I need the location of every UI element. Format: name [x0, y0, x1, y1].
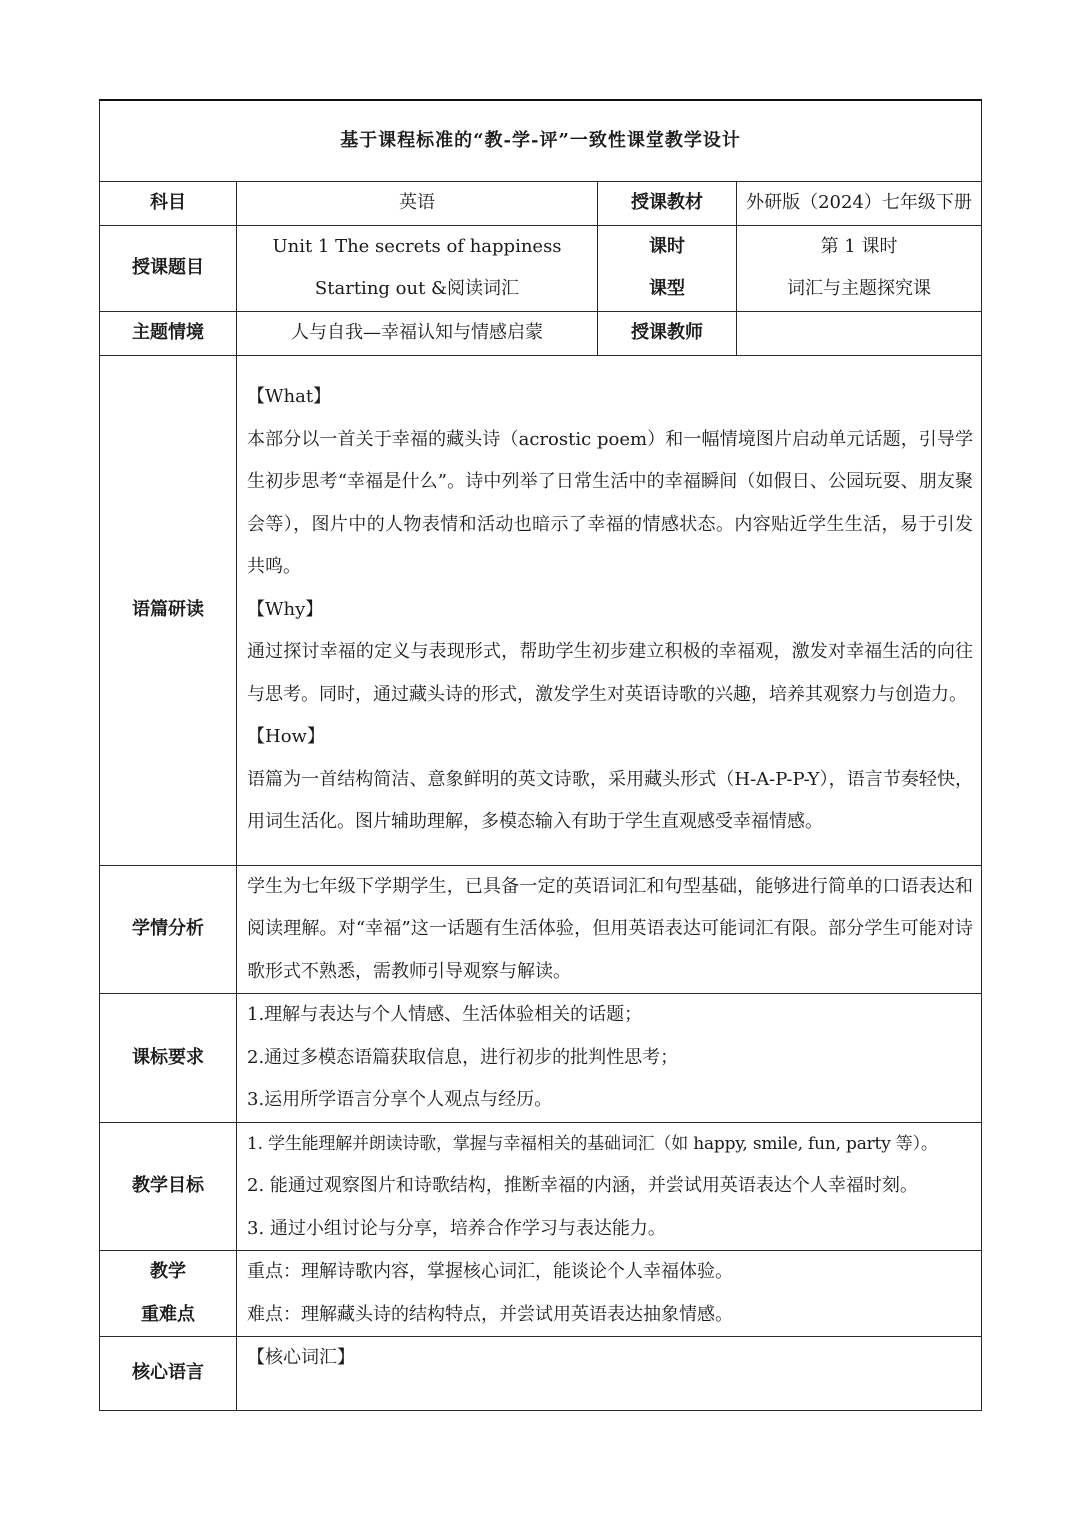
period-type-labels [598, 225, 737, 311]
learner-analysis-label: 学情分析 [100, 865, 237, 994]
material-value: 外研版（2024）七年级下册 [737, 182, 982, 226]
objective-item: 3. 通过小组讨论与分享，培养合作学习与表达能力。 [247, 1217, 666, 1239]
title-row [100, 100, 982, 182]
period-label: 课时 [649, 235, 685, 257]
core-vocab-heading: 【核心词汇】 [247, 1347, 355, 1368]
objectives-label: 教学目标 [100, 1122, 237, 1251]
key-points-row [100, 1251, 982, 1337]
how-heading: 【How】 [247, 726, 325, 748]
teacher-value [737, 311, 982, 355]
what-paragraph: 本部分以一首关于幸福的藏头诗（acrostic poem）和一幅情境图片启动单元话题，引导学生初步思考“幸福是什么”。诗中列举了日常生活中的幸福瞬间（如假日、公园玩耍、朋友聚会等），图片中的人物表情和活动也暗示了幸福的情感状态。内容贴近学生生活，易于引发共鸣。 [247, 428, 974, 578]
core-language-label: 核心语言 [100, 1337, 237, 1411]
text-study-label: 语篇研读 [100, 355, 237, 865]
subject-label: 科目 [100, 182, 237, 226]
core-language-content [237, 1337, 982, 1411]
objective-item: 1. 学生能理解并朗读诗歌，掌握与幸福相关的基础词汇（如 happy, smile, fun, party 等）。 [247, 1133, 938, 1154]
key-points-label-line1: 教学 [150, 1261, 186, 1282]
core-language-row [100, 1337, 982, 1411]
topic-value [237, 225, 598, 311]
subject-value: 英语 [237, 182, 598, 226]
topic-label: 授课题目 [100, 225, 237, 311]
why-heading: 【Why】 [247, 598, 324, 620]
text-study-row [100, 355, 982, 865]
standards-item: 2.通过多模态语篇获取信息，进行初步的批判性思考； [247, 1046, 679, 1068]
subject-row [100, 182, 982, 226]
topic-value-line2: Starting out &阅读词汇 [314, 278, 520, 299]
teacher-label: 授课教师 [598, 311, 737, 355]
standards-item: 3.运用所学语言分享个人观点与经历。 [247, 1089, 553, 1110]
type-value: 词汇与主题探究课 [787, 278, 932, 299]
type-label: 课型 [649, 278, 685, 299]
key-focus: 重点：理解诗歌内容，掌握核心词汇，能谈论个人幸福体验。 [247, 1261, 733, 1282]
why-paragraph: 通过探讨幸福的定义与表现形式，帮助学生初步建立积极的幸福观，激发对幸福生活的向往与思考。同时，通过藏头诗的形式，激发学生对英语诗歌的兴趣，培养其观察力与创造力。 [247, 641, 974, 705]
text-study-content [237, 355, 982, 865]
key-difficulty: 难点：理解藏头诗的结构特点，并尝试用英语表达抽象情感。 [247, 1303, 733, 1325]
topic-row [100, 225, 982, 311]
material-label: 授课教材 [598, 182, 737, 226]
what-heading: 【What】 [247, 386, 332, 408]
lesson-design-table [99, 99, 982, 1411]
document-title: 基于课程标准的“教-学-评”一致性课堂教学设计 [100, 100, 982, 182]
key-points-content [237, 1251, 982, 1337]
topic-value-line1: Unit 1 The secrets of happiness [272, 235, 562, 257]
learner-analysis-paragraph: 学生为七年级下学期学生，已具备一定的英语词汇和句型基础，能够进行简单的口语表达和阅读理解。对“幸福”这一话题有生活体验，但用英语表达可能词汇有限。部分学生可能对诗歌形式不熟悉，需教师引导观察与解读。 [247, 875, 974, 982]
learner-analysis-content [237, 865, 982, 994]
key-points-label [100, 1251, 237, 1337]
learner-analysis-row [100, 865, 982, 994]
key-points-label-line2: 重难点 [141, 1303, 195, 1325]
standards-label: 课标要求 [100, 994, 237, 1123]
period-type-values [737, 225, 982, 311]
period-value: 第 1 课时 [820, 235, 898, 257]
theme-row [100, 311, 982, 355]
objective-item: 2. 能通过观察图片和诗歌结构，推断幸福的内涵，并尝试用英语表达个人幸福时刻。 [247, 1175, 918, 1196]
standards-item: 1.理解与表达与个人情感、生活体验相关的话题； [247, 1004, 643, 1025]
objectives-content [237, 1122, 982, 1251]
standards-content [237, 994, 982, 1123]
objectives-row [100, 1122, 982, 1251]
theme-label: 主题情境 [100, 311, 237, 355]
standards-row [100, 994, 982, 1123]
theme-value: 人与自我—幸福认知与情感启蒙 [237, 311, 598, 355]
how-paragraph: 语篇为一首结构简洁、意象鲜明的英文诗歌，采用藏头形式（H-A-P-P-Y），语言节奏轻快，用词生活化。图片辅助理解，多模态输入有助于学生直观感受幸福情感。 [247, 768, 974, 833]
